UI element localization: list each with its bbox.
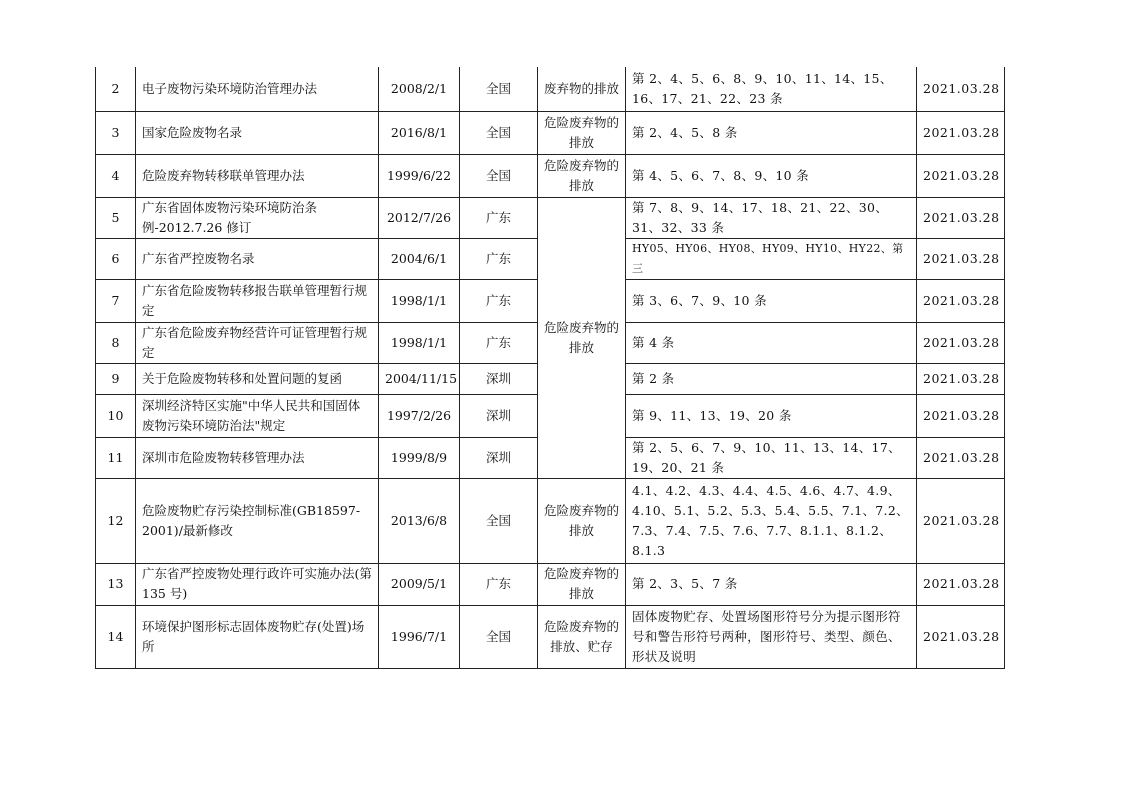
row-number: 4 bbox=[96, 154, 136, 197]
regulation-name: 广东省严控废物处理行政许可实施办法(第 135 号) bbox=[136, 563, 379, 605]
evaluation-date: 2021.03.28 bbox=[917, 437, 1005, 478]
applicable-articles: 第 2、4、5、8 条 bbox=[626, 111, 917, 154]
applicable-articles: 第 4 条 bbox=[626, 322, 917, 363]
applicable-scope: 广东 bbox=[460, 322, 538, 363]
applicable-articles: 第 3、6、7、9、10 条 bbox=[626, 279, 917, 322]
evaluation-date: 2021.03.28 bbox=[917, 563, 1005, 605]
regulation-name: 广东省固体废物污染环境防治条例-2012.7.26 修订 bbox=[136, 197, 379, 238]
effective-date: 2013/6/8 bbox=[379, 478, 460, 563]
table-row bbox=[96, 563, 1005, 605]
row-number: 2 bbox=[96, 67, 136, 111]
environmental-factor: 危险废弃物的排放 bbox=[538, 111, 626, 154]
regulation-name: 电子废物污染环境防治管理办法 bbox=[136, 67, 379, 111]
evaluation-date: 2021.03.28 bbox=[917, 478, 1005, 563]
effective-date: 2004/11/15 bbox=[379, 363, 460, 394]
effective-date: 2016/8/1 bbox=[379, 111, 460, 154]
row-number: 7 bbox=[96, 279, 136, 322]
regulations-table bbox=[95, 67, 1005, 669]
environmental-factor: 危险废弃物的排放 bbox=[538, 563, 626, 605]
evaluation-date: 2021.03.28 bbox=[917, 394, 1005, 437]
applicable-articles: 第 2 条 bbox=[626, 363, 917, 394]
row-number: 9 bbox=[96, 363, 136, 394]
environmental-factor: 危险废弃物的排放 bbox=[538, 478, 626, 563]
row-number: 12 bbox=[96, 478, 136, 563]
regulation-name: 广东省危险废物转移报告联单管理暂行规定 bbox=[136, 279, 379, 322]
effective-date: 1996/7/1 bbox=[379, 605, 460, 668]
applicable-scope: 全国 bbox=[460, 605, 538, 668]
evaluation-date: 2021.03.28 bbox=[917, 67, 1005, 111]
applicable-articles: HY05、HY06、HY08、HY09、HY10、HY22、第三 bbox=[626, 238, 917, 279]
environmental-factor: 危险废弃物的排放、贮存 bbox=[538, 605, 626, 668]
effective-date: 1997/2/26 bbox=[379, 394, 460, 437]
applicable-scope: 广东 bbox=[460, 563, 538, 605]
effective-date: 1999/6/22 bbox=[379, 154, 460, 197]
effective-date: 1999/8/9 bbox=[379, 437, 460, 478]
regulation-name: 关于危险废物转移和处置问题的复函 bbox=[136, 363, 379, 394]
effective-date: 2009/5/1 bbox=[379, 563, 460, 605]
row-number: 11 bbox=[96, 437, 136, 478]
row-number: 5 bbox=[96, 197, 136, 238]
effective-date: 2012/7/26 bbox=[379, 197, 460, 238]
applicable-articles: 第 2、5、6、7、9、10、11、13、14、17、19、20、21 条 bbox=[626, 437, 917, 478]
applicable-scope: 广东 bbox=[460, 197, 538, 238]
evaluation-date: 2021.03.28 bbox=[917, 279, 1005, 322]
evaluation-date: 2021.03.28 bbox=[917, 363, 1005, 394]
effective-date: 1998/1/1 bbox=[379, 322, 460, 363]
row-number: 13 bbox=[96, 563, 136, 605]
table-row bbox=[96, 197, 1005, 238]
applicable-scope: 深圳 bbox=[460, 437, 538, 478]
environmental-factor-merged: 危险废弃物的排放 bbox=[538, 197, 626, 478]
environmental-factor: 危险废弃物的排放 bbox=[538, 154, 626, 197]
evaluation-date: 2021.03.28 bbox=[917, 238, 1005, 279]
evaluation-date: 2021.03.28 bbox=[917, 322, 1005, 363]
applicable-scope: 全国 bbox=[460, 111, 538, 154]
regulation-name: 广东省危险废弃物经营许可证管理暂行规定 bbox=[136, 322, 379, 363]
row-number: 8 bbox=[96, 322, 136, 363]
effective-date: 2008/2/1 bbox=[379, 67, 460, 111]
applicable-articles: 第 9、11、13、19、20 条 bbox=[626, 394, 917, 437]
table-row bbox=[96, 478, 1005, 563]
evaluation-date: 2021.03.28 bbox=[917, 111, 1005, 154]
regulation-name: 广东省严控废物名录 bbox=[136, 238, 379, 279]
applicable-scope: 广东 bbox=[460, 238, 538, 279]
applicable-articles: 第 7、8、9、14、17、18、21、22、30、31、32、33 条 bbox=[626, 197, 917, 238]
effective-date: 2004/6/1 bbox=[379, 238, 460, 279]
environmental-factor: 废弃物的排放 bbox=[538, 67, 626, 111]
table-row bbox=[96, 605, 1005, 668]
table-row bbox=[96, 67, 1005, 111]
row-number: 14 bbox=[96, 605, 136, 668]
evaluation-date: 2021.03.28 bbox=[917, 605, 1005, 668]
evaluation-date: 2021.03.28 bbox=[917, 197, 1005, 238]
applicable-articles: 4.1、4.2、4.3、4.4、4.5、4.6、4.7、4.9、4.10、5.1、5.2、5.3、5.4、5.5、7.1、7.2、7.3、7.4、7.5、7.6、7.7、8.1.1、8.1.2、8.1.3 bbox=[626, 478, 917, 563]
row-number: 3 bbox=[96, 111, 136, 154]
applicable-scope: 深圳 bbox=[460, 363, 538, 394]
regulation-name: 危险废物贮存污染控制标准(GB18597-2001)/最新修改 bbox=[136, 478, 379, 563]
regulation-name: 深圳市危险废物转移管理办法 bbox=[136, 437, 379, 478]
applicable-scope: 全国 bbox=[460, 478, 538, 563]
regulation-name: 深圳经济特区实施"中华人民共和国固体废物污染环境防治法"规定 bbox=[136, 394, 379, 437]
applicable-articles: 第 2、3、5、7 条 bbox=[626, 563, 917, 605]
applicable-articles: 第 4、5、6、7、8、9、10 条 bbox=[626, 154, 917, 197]
effective-date: 1998/1/1 bbox=[379, 279, 460, 322]
row-number: 6 bbox=[96, 238, 136, 279]
applicable-articles: 固体废物贮存、处置场图形符号分为提示图形符号和警告形符号两种，图形符号、类型、颜色、形状及说明 bbox=[626, 605, 917, 668]
evaluation-date: 2021.03.28 bbox=[917, 154, 1005, 197]
regulation-name: 危险废弃物转移联单管理办法 bbox=[136, 154, 379, 197]
table-row bbox=[96, 154, 1005, 197]
applicable-scope: 深圳 bbox=[460, 394, 538, 437]
applicable-scope: 广东 bbox=[460, 279, 538, 322]
applicable-scope: 全国 bbox=[460, 67, 538, 111]
row-number: 10 bbox=[96, 394, 136, 437]
regulation-name: 国家危险废物名录 bbox=[136, 111, 379, 154]
applicable-articles: 第 2、4、5、6、8、9、10、11、14、15、16、17、21、22、23 条 bbox=[626, 67, 917, 111]
applicable-scope: 全国 bbox=[460, 154, 538, 197]
table-row bbox=[96, 111, 1005, 154]
regulation-name: 环境保护图形标志固体废物贮存(处置)场所 bbox=[136, 605, 379, 668]
